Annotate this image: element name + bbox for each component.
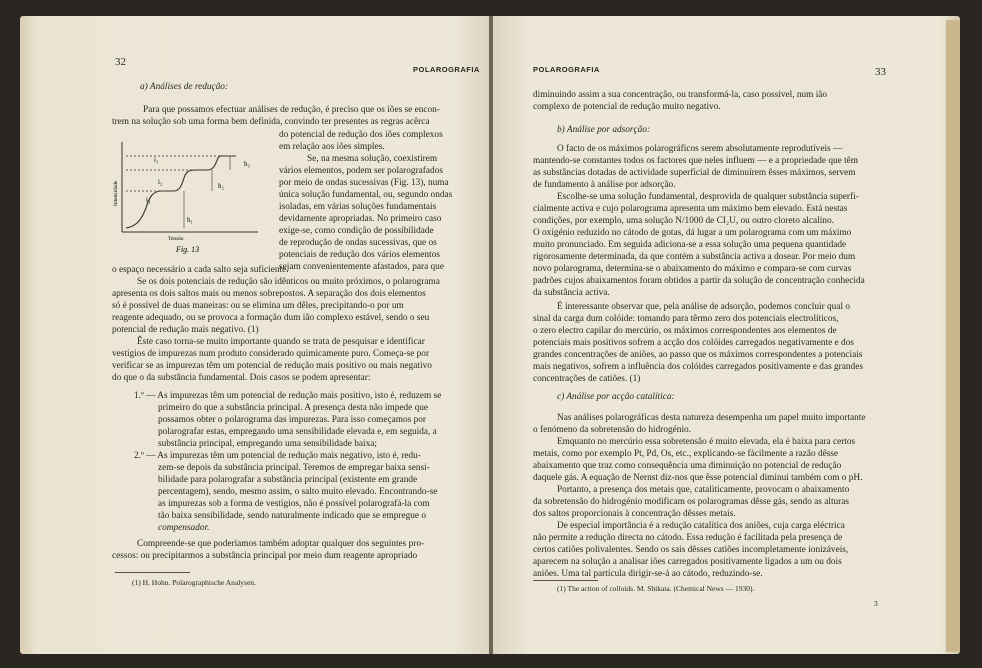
text-line: exige-se, como condição de possibilidade bbox=[279, 226, 434, 236]
text-line: rigorosamente determinada, da que contém a substância activa a dosear. Por meio dum bbox=[533, 252, 856, 262]
right-running-head: POLAROGRAFIA bbox=[533, 65, 600, 74]
book-spine bbox=[489, 16, 493, 654]
text-line: vários elementos, podem ser polarografados bbox=[279, 166, 443, 176]
figure-label: h₂ bbox=[218, 182, 224, 190]
text-line: não permite a redução directa no cátodo. Essa redução é facilitada pela presença de bbox=[533, 533, 843, 543]
text-line: da sobretensão do hidrogénio modificam os polarogramas dêsse gás, sendo as alturas bbox=[533, 497, 850, 507]
figure-label: i₁ bbox=[154, 156, 159, 164]
text-line: condições, por exemplo, uma solução N/1000 de CI₂U, ou outro cloreto alcalino. bbox=[533, 216, 834, 226]
text-line: o fenómeno da sobretensão do hidrogénio. bbox=[533, 425, 692, 435]
text-line: 2.º — As impurezas têm um potencial de redução mais negativo, isto é, redu- bbox=[134, 451, 421, 461]
text-line: do potencial de redução dos iões complexos bbox=[279, 130, 443, 140]
text-line: da substância activa. bbox=[533, 288, 610, 298]
text-line: É interessante observar que, pela análise de adsorção, podemos concluir qual o bbox=[557, 302, 851, 312]
figure-caption: Fig. 13 bbox=[176, 245, 200, 254]
text-line: De especial importância é a redução catalítica dos aniões, cuja carga eléctrica bbox=[557, 521, 845, 531]
text-line: aparecem na solução a analisar iões carregados positivamente ligados a um ou dois bbox=[533, 557, 842, 567]
text-line: isoladas, em várias soluções fundamentais bbox=[279, 202, 437, 212]
polarogram-figure bbox=[108, 136, 280, 258]
text-line: potenciais mais positivos sofrem a acção dos colóides carregados negativamente e dos bbox=[533, 338, 854, 348]
text-line: Se, na mesma solução, coexistirem bbox=[307, 154, 438, 164]
text-line: O oxigénio reduzido no cátodo de gotas, dá lugar a um polarograma com um máximo bbox=[533, 228, 852, 238]
text-line: sejam convenientemente afastados, para que bbox=[279, 262, 444, 272]
left-section-heading: a) Análises de redução: bbox=[140, 82, 229, 92]
text-line: reagente adequado, ou se provoca a formação dum ião complexo estável, sendo o seu bbox=[112, 313, 430, 323]
text-line: percentagem), sendo, mesmo assim, o salto muito elevado. Encontrando-se bbox=[158, 487, 438, 497]
text-line: sinal da carga dum colóide: tomando para têrmo zero dos potenciais electrolíticos, bbox=[533, 314, 839, 324]
text-line: diminuindo assim a sua concentração, ou transformá-la, caso possível, num ião bbox=[533, 90, 828, 100]
text-line: do que o da substância fundamental. Dois casos se podem apresentar: bbox=[112, 373, 371, 383]
text-line: as impurezas sob a forma de vestígios, não é possível polarografá-la com bbox=[158, 499, 430, 509]
right-page-number: 33 bbox=[875, 66, 886, 78]
text-line: as substâncias dotadas de actividade superficial de diminuírem êsses máximos, servem bbox=[533, 168, 856, 178]
text-line: Nas análises polarográficas desta natureza desempenha um papel muito importante bbox=[557, 413, 866, 423]
text-line: aniões. Uma tal partícula dirigir-se-á ao cátodo, reduzindo-se. bbox=[533, 569, 763, 579]
figure-label: h₃ bbox=[244, 160, 250, 168]
text-line: novo polarograma, determina-se o abaixamento do máximo e compara-se com curvas bbox=[533, 264, 852, 274]
text-line: potenciais de redução dos vários elementos bbox=[279, 250, 440, 260]
text-line: primeiro do que a substância principal. A presença desta não impede que bbox=[158, 403, 429, 413]
signature-mark: 3 bbox=[874, 599, 878, 608]
text-line: única solução fundamental, ou, segundo ondas bbox=[279, 190, 453, 200]
text-line: padrões cujos abaixamentos foram obtidos a partir da solução de concentração conhecida bbox=[533, 276, 865, 286]
text-line: grandes concentrações de aniões, ao passo que os máximos correspondentes a potenciais bbox=[533, 350, 863, 360]
text-line: bilidade para polarografar a substância principal (existente em grande bbox=[158, 475, 418, 485]
text-line: concentrações de catiões. (1) bbox=[533, 374, 641, 384]
page-edge bbox=[946, 20, 960, 652]
left-page-number: 32 bbox=[115, 56, 126, 68]
text-line: Portanto, a presença dos metais que, catalìticamente, provocam o abaixamento bbox=[557, 485, 850, 495]
footnote-rule bbox=[533, 580, 598, 581]
text-line: possamos obter o polarograma das impurezas. Para isso começamos por bbox=[158, 415, 426, 425]
text-line: mantendo-se constantes todos os factores que neles influem — e a propriedade que têm bbox=[533, 156, 859, 166]
text-line: polarografar estas, empregando uma sensibilidade elevada e, em seguida, a bbox=[158, 427, 437, 437]
text-line: metais, como por exemplo Pt, Pd, Os, etc., explicando-se fàcilmente a razão dêsse bbox=[533, 449, 839, 459]
text-line: Emquanto no mercúrio essa sobretensão é muito elevada, ela é baixa para certos bbox=[557, 437, 856, 447]
left-footnote: (1) H. Hohn. Polarographische Analysen. bbox=[132, 578, 256, 587]
text-line: O facto de os máximos polarográficos serem absolutamente reprodutíveis — bbox=[557, 144, 843, 154]
figure-label: h₁ bbox=[187, 216, 193, 224]
text-line: muito pronunciado. Em seguida adiciona-se a essa solução uma pequena quantidade bbox=[533, 240, 847, 250]
text-line: cialmente activa e cujo polarograma apresenta um máximo bem elevado. Está nestas bbox=[533, 204, 848, 214]
text-line: certos catiões polivalentes. Sendo os sais dêsses catiões incompletamente ionizáveis, bbox=[533, 545, 849, 555]
text-line: Se os dois potenciais de redução são idênticos ou muito próximos, o polarograma bbox=[137, 277, 440, 287]
text-line: em relação aos iões simples. bbox=[279, 142, 385, 152]
text-line: 1.º — As impurezas têm um potencial de redução mais positivo, isto é, reduzem se bbox=[134, 391, 442, 401]
text-line: de fundamento à análise por adsorção. bbox=[533, 180, 676, 190]
text-line: devidamente apropriadas. No primeiro caso bbox=[279, 214, 442, 224]
text-line: daquele gás. A equação de Nernst diz-nos que êsse potencial diminui também com o pH. bbox=[533, 473, 863, 483]
text-line: verificar se as impurezas têm um potencial de redução mais positivo ou mais negativo bbox=[112, 361, 432, 371]
text-line: complexo de potencial de redução muito negativo. bbox=[533, 102, 721, 112]
text-line: apresenta os dois saltos mais ou menos sobrepostos. A separação dos dois elementos bbox=[112, 289, 426, 299]
section-c-heading: c) Análise por acção catalítica: bbox=[557, 392, 675, 402]
text-line: por meio de ondas sucessivas (Fig. 13), numa bbox=[279, 178, 449, 188]
x-axis-label: Tensão bbox=[168, 236, 184, 242]
text-line: potencial de redução mais negativo. (1) bbox=[112, 325, 259, 335]
text-line: mais negativos, sofrem a influência dos colóides carregados positivamente e das grandes bbox=[533, 362, 863, 372]
text-line: Compreende-se que poderíamos também adoptar qualquer dos seguintes pro- bbox=[137, 539, 425, 549]
text-line: tão baixa sensibilidade, sendo naturalmente indicado que se empregue o bbox=[158, 511, 426, 521]
text-line: compensador. bbox=[158, 523, 210, 533]
figure-label: i₃ bbox=[146, 196, 151, 204]
text-line: o espaço necessário a cada salto seja suficiente. bbox=[112, 265, 289, 275]
text-line: de reprodução de ondas sucessivas, que os bbox=[279, 238, 437, 248]
right-footnote: (1) The action of colloids. M. Shikata. (Chemical News — 1930). bbox=[557, 584, 755, 593]
y-axis-label: Intensidade bbox=[113, 180, 119, 206]
text-line: Escolhe-se uma solução fundamental, desprovida de qualquer substância superfi- bbox=[557, 192, 859, 202]
text-line: cessos: ou precipitarmos a substância principal por meio dum reagente apropriado bbox=[112, 551, 418, 561]
text-line: Para que possamos efectuar análises de redução, é preciso que os iões se encon- bbox=[143, 105, 440, 115]
text-line: vestígios de impurezas num produto considerado quìmicamente puro. Começa-se por bbox=[112, 349, 430, 359]
text-line: dos saltos proporcionais à concentração dêsses metais. bbox=[533, 509, 736, 519]
left-running-head: POLAROGRAFIA bbox=[413, 65, 480, 74]
figure-label: i₂ bbox=[158, 178, 163, 186]
text-line: zem-se depois da substância principal. Teremos de empregar baixa sensi- bbox=[158, 463, 430, 473]
text-line: o zero electro capilar do mercúrio, os máximos correspondentes aos elementos de bbox=[533, 326, 837, 336]
text-line: trem na solução sob uma forma bem definida, convindo ter presentes as regras acêrca bbox=[112, 117, 430, 127]
text-line: abaixamento que traz como consequência uma diminuição no potencial de redução bbox=[533, 461, 842, 471]
footnote-rule bbox=[115, 572, 190, 573]
text-line: Êste caso torna-se muito importante quando se trata de pesquisar e identificar bbox=[137, 337, 425, 347]
section-b-heading: b) Análise por adsorção: bbox=[557, 125, 651, 135]
text-line: só é possível de duas maneiras: ou se elimina um dêles, precipitando-o por um bbox=[112, 301, 404, 311]
text-line: substância principal, empregando uma sensibilidade baixa; bbox=[158, 439, 377, 449]
